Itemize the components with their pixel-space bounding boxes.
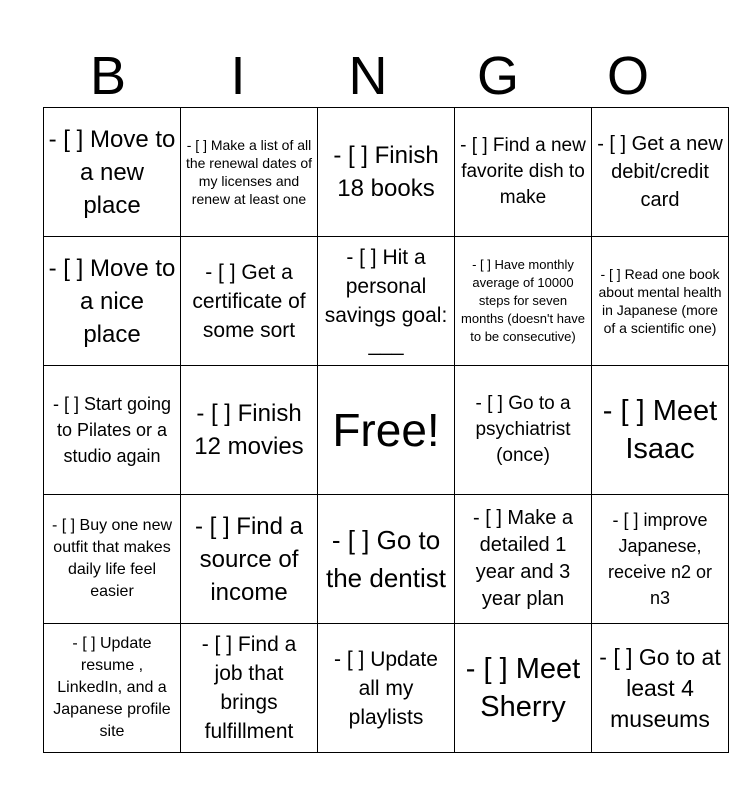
bingo-cell[interactable]: - [ ] Find a job that brings fulfillment xyxy=(181,624,318,753)
bingo-cell[interactable]: - [ ] Start going to Pilates or a studio again xyxy=(44,366,181,495)
bingo-cell[interactable]: - [ ] Get a certificate of some sort xyxy=(181,237,318,366)
bingo-cell[interactable]: - [ ] Go to the dentist xyxy=(318,495,455,624)
bingo-cell[interactable]: - [ ] Move to a nice place xyxy=(44,237,181,366)
bingo-cell[interactable]: - [ ] Finish 12 movies xyxy=(181,366,318,495)
bingo-cell[interactable]: - [ ] Read one book about mental health in Japanese (more of a scientific one) xyxy=(592,237,729,366)
bingo-row xyxy=(44,108,729,237)
bingo-row xyxy=(44,495,729,624)
bingo-cell[interactable]: - [ ] Go to a psychiatrist (once) xyxy=(455,366,592,495)
header-letter-o: O xyxy=(606,46,649,106)
bingo-cell-free[interactable]: Free! xyxy=(318,366,455,495)
bingo-cell[interactable]: - [ ] Find a source of income xyxy=(181,495,318,624)
header-letter-n: N xyxy=(348,46,388,106)
bingo-row xyxy=(44,237,729,366)
header-letter-i: I xyxy=(230,46,246,106)
bingo-cell[interactable]: - [ ] Update all my playlists xyxy=(318,624,455,753)
bingo-cell[interactable]: - [ ] Have monthly average of 10000 steps for seven months (doesn't have to be consecutive) xyxy=(455,237,592,366)
bingo-cell[interactable]: - [ ] Make a detailed 1 year and 3 year plan xyxy=(455,495,592,624)
header-letter-b: B xyxy=(89,46,127,106)
bingo-cell[interactable]: - [ ] Finish 18 books xyxy=(318,108,455,237)
bingo-cell[interactable]: - [ ] Update resume , LinkedIn, and a Japanese profile site xyxy=(44,624,181,753)
bingo-row xyxy=(44,624,729,753)
bingo-cell[interactable]: - [ ] Move to a new place xyxy=(44,108,181,237)
bingo-cell[interactable]: - [ ] Hit a personal savings goal: ___ xyxy=(318,237,455,366)
bingo-card xyxy=(43,107,729,753)
bingo-cell[interactable]: - [ ] improve Japanese, receive n2 or n3 xyxy=(592,495,729,624)
bingo-cell[interactable]: - [ ] Meet Sherry xyxy=(455,624,592,753)
bingo-cell[interactable]: - [ ] Meet Isaac xyxy=(592,366,729,495)
bingo-cell[interactable]: - [ ] Go to at least 4 museums xyxy=(592,624,729,753)
bingo-cell[interactable]: - [ ] Buy one new outfit that makes daily life feel easier xyxy=(44,495,181,624)
bingo-row xyxy=(44,366,729,495)
bingo-cell[interactable]: - [ ] Get a new debit/credit card xyxy=(592,108,729,237)
header-letter-g: G xyxy=(476,46,519,106)
bingo-cell[interactable]: - [ ] Find a new favorite dish to make xyxy=(455,108,592,237)
bingo-cell[interactable]: - [ ] Make a list of all the renewal dates of my licenses and renew at least one xyxy=(181,108,318,237)
